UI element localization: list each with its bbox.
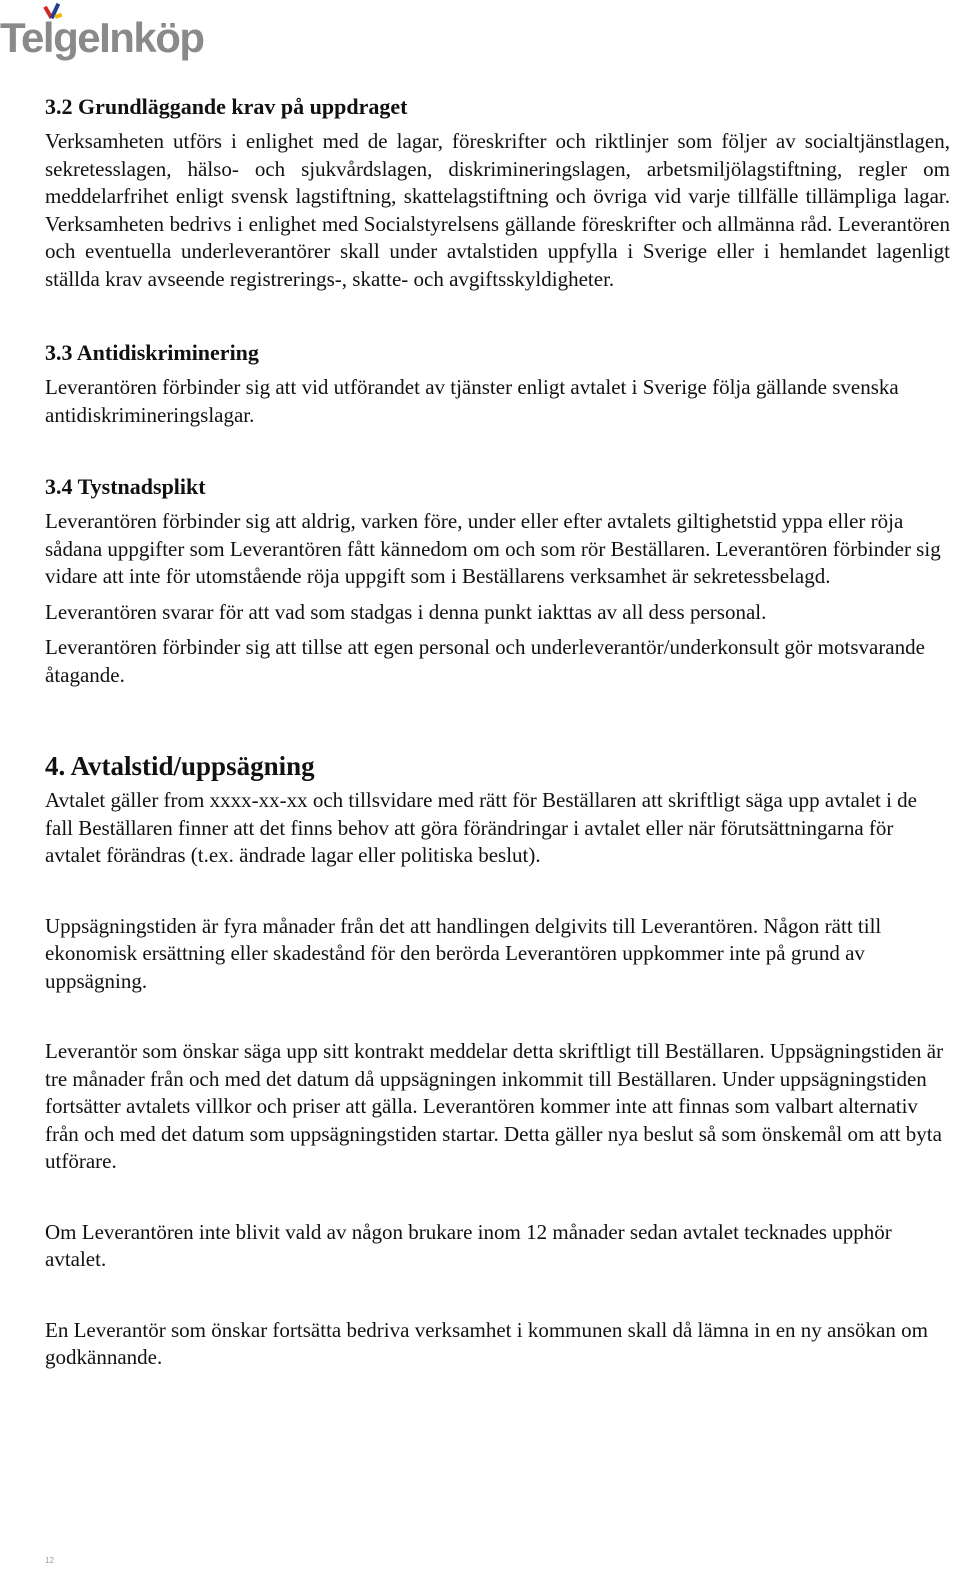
- section-4-paragraph-4: Om Leverantören inte blivit vald av någon brukare inom 12 månader sedan avtalet tecknades upphör avtalet.: [45, 1219, 892, 1271]
- section-3-3-heading: 3.3 Antidiskriminering: [45, 340, 259, 365]
- page-number: 12: [45, 1556, 54, 1565]
- section-3-4-paragraph-3: Leverantören förbinder sig att tillse att egen personal och underleverantör/underkonsult gör motsvarande åtagande.: [45, 635, 925, 687]
- section-3-3-paragraph: Leverantören förbinder sig att vid utförandet av tjänster enligt avtalet i Sverige följa gällande svenska antidiskrimineringslagar.: [45, 375, 899, 427]
- section-4-heading: 4. Avtalstid/uppsägning: [45, 751, 315, 781]
- document-body: [45, 93, 950, 1372]
- logo-text: TelgeInköp: [0, 14, 204, 61]
- section-3-2-paragraph: Verksamheten utförs i enlighet med de lagar, föreskrifter och riktlinjer som följer av socialtjänstlagen, sekretesslagen, hälso- och sjukvårdslagen, diskrimineringslagen, arbetsmiljölagstiftning, regler om meddelarfrihet enligt svensk lagstiftning, skattelagstiftning och övriga vid varje tillfälle tillämpliga lagar. Verksamheten bedrivs i enlighet med Socialstyrelsens gällande föreskrifter och allmänna råd. Leverantören och eventuella underleverantörer skall under avtalstiden uppfylla i Sverige eller i hemlandet lagenligt ställda krav avseende registrerings-, skatte- och avgiftsskyldigheter.: [45, 129, 950, 291]
- section-4-paragraph-2: Uppsägningstiden är fyra månader från det att handlingen delgivits till Leverantören. Någon rätt till ekonomisk ersättning eller skadestånd för den berörda Leverantören uppkommer inte på grund av uppsägning.: [45, 913, 882, 993]
- section-4-paragraph-1: Avtalet gäller from xxxx-xx-xx och tillsvidare med rätt för Beställaren att skriftligt säga upp avtalet i de fall Beställaren finner att det finns behov att göra förändringar i avtalet eller när förutsättningarna för avtalet förändras (t.ex. ändrade lagar eller politiska beslut).: [45, 788, 918, 867]
- section-3-4-heading: 3.4 Tystnadsplikt: [45, 474, 206, 499]
- section-4-paragraph-3: Leverantör som önskar säga upp sitt kontrakt meddelar detta skriftligt till Beställaren. Uppsägningstiden är tre månader från och med det datum då uppsägningen inkommit till Beställaren. Under uppsägningstiden fortsätter avtalets villkor och priser att gälla. Leverantören kommer inte att finnas som valbart alternativ från och med det datum som uppsägningstiden startar. Detta gäller nya beslut så som önskemål om att byta utförare.: [45, 1039, 944, 1173]
- section-4-paragraph-5: En Leverantör som önskar fortsätta bedriva verksamhet i kommunen skall då lämna in en ny ansökan om godkännande.: [45, 1317, 928, 1369]
- telgeinkop-logo: [0, 2, 212, 66]
- section-3-4-paragraph-2: Leverantören svarar för att vad som stadgas i denna punkt iakttas av all dess personal.: [45, 599, 767, 624]
- section-3-2-heading: 3.2 Grundläggande krav på uppdraget: [45, 94, 408, 119]
- section-3-4-paragraph-1: Leverantören förbinder sig att aldrig, varken före, under eller efter avtalets giltighetstid yppa eller röja sådana uppgifter som Leverantören fått kännedom om och som rör Beställaren. Leverantören förbinder sig vidare att inte för utomstående röja uppgift som i Beställarens verksamhet är sekretessbelagd.: [45, 509, 941, 588]
